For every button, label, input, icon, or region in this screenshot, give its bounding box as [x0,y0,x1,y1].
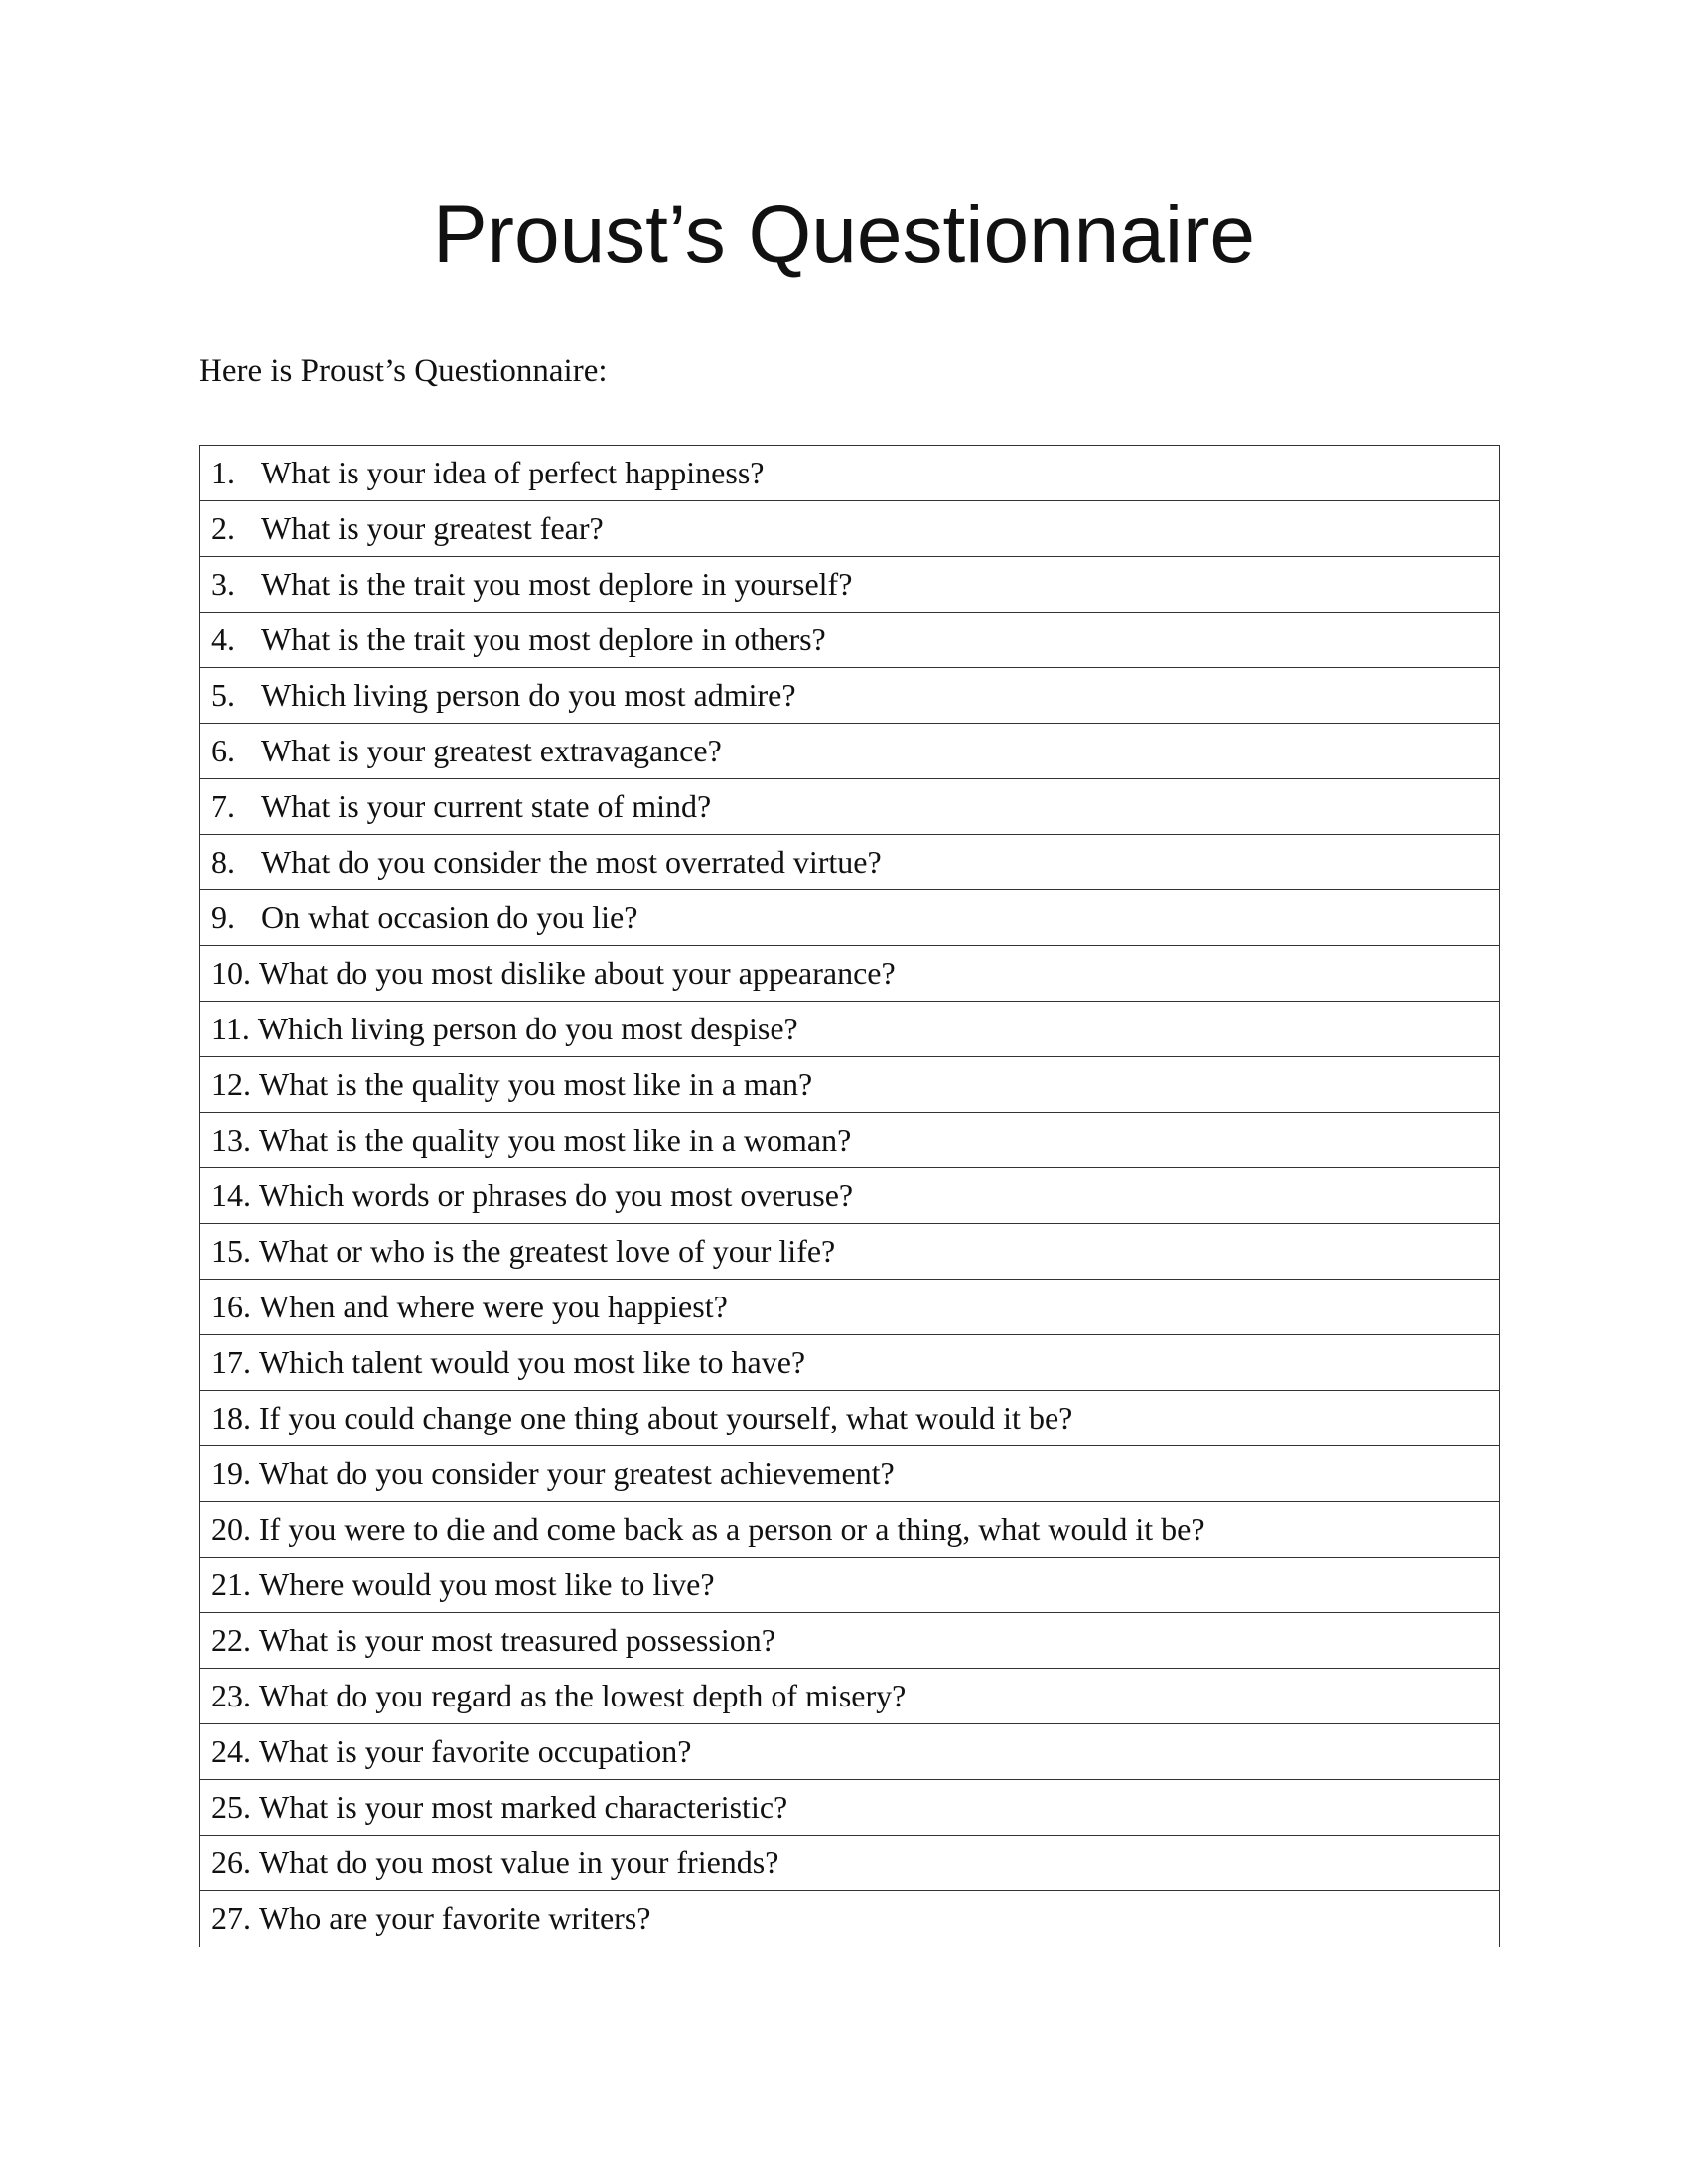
question-number: 25. [211,1789,251,1825]
question-text: What do you consider your greatest achievement? [259,1455,895,1491]
question-row [200,1613,1500,1669]
question-text: Who are your favorite writers? [259,1900,651,1937]
question-cell [200,1391,1500,1446]
question-cell [200,613,1500,668]
question-text: Which words or phrases do you most overuse? [259,1177,854,1213]
question-number: 18. [211,1400,251,1435]
question-cell [200,501,1500,557]
question-cell [200,1502,1500,1558]
question-text: What is your greatest extravagance? [261,733,722,768]
question-row [200,1502,1500,1558]
question-row [200,446,1500,501]
intro-text: Here is Proust’s Questionnaire: [199,353,608,389]
question-cell [200,1613,1500,1669]
question-row [200,1280,1500,1335]
question-row [200,779,1500,835]
question-row [200,1724,1500,1780]
question-row [200,1335,1500,1391]
question-text: What is your most marked characteristic? [259,1789,788,1825]
question-number: 14. [211,1177,251,1213]
question-text: What do you consider the most overrated virtue? [261,844,882,880]
question-number: 19. [211,1455,251,1491]
question-number: 26. [211,1844,251,1880]
question-number: 15. [211,1233,251,1269]
question-row [200,946,1500,1002]
question-cell [200,890,1500,946]
question-row [200,1558,1500,1613]
question-row [200,1780,1500,1836]
page-title: Proust’s Questionnaire [432,190,1256,280]
question-row [200,501,1500,557]
question-text: What do you most value in your friends? [259,1844,779,1880]
question-cell [200,724,1500,779]
question-number: 24. [211,1733,251,1769]
question-text: When and where were you happiest? [259,1289,728,1324]
question-text: What is your greatest fear? [261,510,604,546]
question-number: 5. [211,677,235,713]
question-cell [200,835,1500,890]
question-row [200,1224,1500,1280]
question-cell [200,446,1500,501]
question-row [200,557,1500,613]
question-row [200,668,1500,724]
questions-table [199,445,1500,1947]
question-cell [200,1002,1500,1057]
question-text: What is your current state of mind? [261,788,712,824]
question-text: What do you most dislike about your appearance? [259,955,896,991]
question-text: What is the trait you most deplore in others? [261,621,826,657]
question-cell [200,1891,1500,1947]
question-row [200,1669,1500,1724]
question-number: 1. [211,455,235,490]
question-text: What is the quality you most like in a man? [259,1066,813,1102]
question-number: 6. [211,733,235,768]
question-number: 2. [211,510,235,546]
question-number: 12. [211,1066,251,1102]
question-number: 21. [211,1567,251,1602]
question-text: Which talent would you most like to have? [259,1344,806,1380]
question-cell [200,1113,1500,1168]
question-row [200,1168,1500,1224]
question-text: Which living person do you most admire? [261,677,796,713]
question-number: 13. [211,1122,251,1158]
questions-table-body [200,446,1500,1947]
question-cell [200,1558,1500,1613]
question-cell [200,1780,1500,1836]
question-number: 4. [211,621,235,657]
question-row [200,724,1500,779]
question-text: What is the quality you most like in a woman? [259,1122,852,1158]
question-cell [200,1280,1500,1335]
question-row [200,1057,1500,1113]
question-number: 9. [211,899,235,935]
question-text: What is your idea of perfect happiness? [261,455,765,490]
question-number: 27. [211,1900,251,1937]
question-row [200,1891,1500,1947]
question-cell [200,1224,1500,1280]
question-number: 10. [211,955,251,991]
question-cell [200,946,1500,1002]
question-number: 8. [211,844,235,880]
question-text: What is your most treasured possession? [259,1622,775,1658]
question-text: What is your favorite occupation? [259,1733,692,1769]
question-text: On what occasion do you lie? [261,899,638,935]
question-number: 17. [211,1344,251,1380]
question-text: Where would you most like to live? [259,1567,715,1602]
question-number: 23. [211,1678,251,1713]
question-cell [200,1446,1500,1502]
question-cell [200,668,1500,724]
question-text: If you could change one thing about yourself, what would it be? [259,1400,1073,1435]
question-number: 16. [211,1289,251,1324]
question-cell [200,1669,1500,1724]
question-text: What do you regard as the lowest depth of misery? [259,1678,907,1713]
question-cell [200,557,1500,613]
question-number: 20. [211,1511,251,1547]
question-cell [200,1168,1500,1224]
question-number: 7. [211,788,235,824]
question-number: 3. [211,566,235,602]
question-number: 22. [211,1622,251,1658]
question-row [200,1002,1500,1057]
question-row [200,1446,1500,1502]
question-text: Which living person do you most despise? [257,1011,798,1046]
question-row [200,1836,1500,1891]
question-cell [200,1057,1500,1113]
question-row [200,1391,1500,1446]
question-row [200,1113,1500,1168]
question-row [200,835,1500,890]
question-number: 11. [211,1011,250,1046]
question-cell [200,1724,1500,1780]
question-cell [200,1335,1500,1391]
question-cell [200,779,1500,835]
question-cell [200,1836,1500,1891]
question-row [200,890,1500,946]
question-text: If you were to die and come back as a person or a thing, what would it be? [259,1511,1205,1547]
question-row [200,613,1500,668]
question-text: What or who is the greatest love of your life? [259,1233,836,1269]
question-text: What is the trait you most deplore in yourself? [261,566,853,602]
